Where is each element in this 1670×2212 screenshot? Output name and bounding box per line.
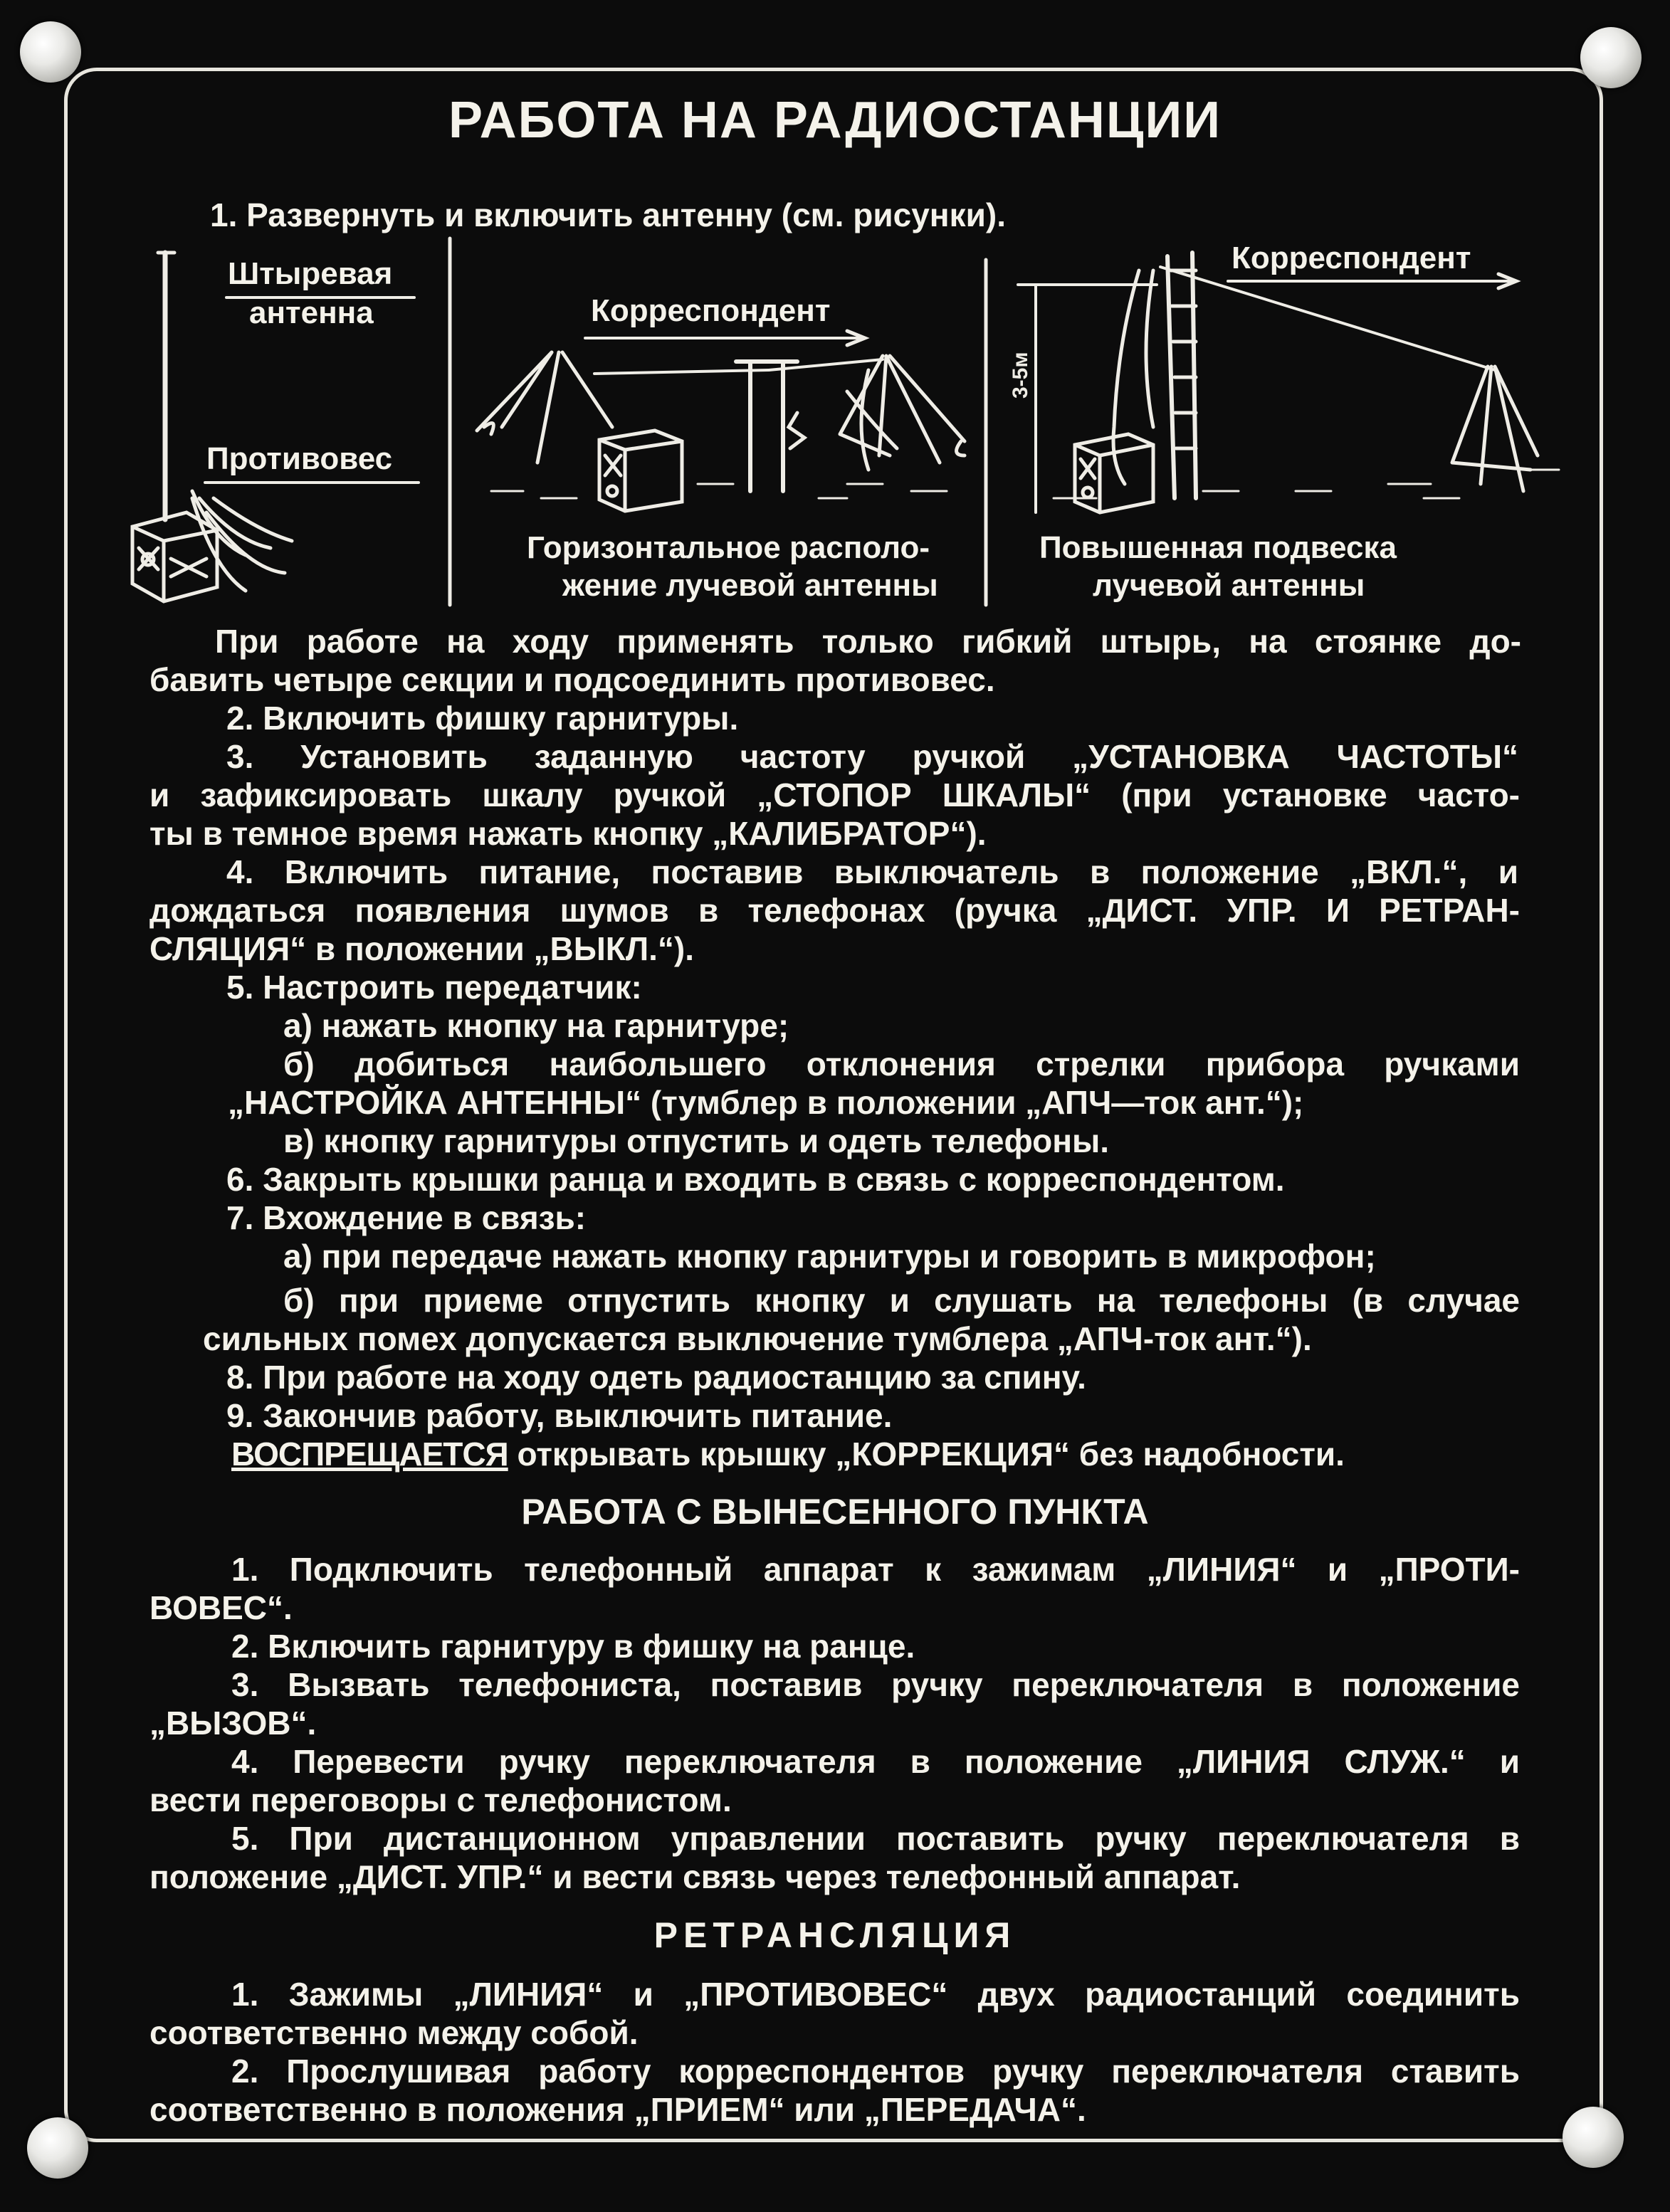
text-line: 4. Перевести ручку переключателя в положение „ЛИНИЯ СЛУЖ.“ и [231,1743,1520,1780]
arrow-right-icon [1228,274,1516,288]
whip-label-1: Штыревая [228,256,393,291]
text-line: 2. Включить фишку гарнитуры. [226,700,739,737]
text-line: 3. Вызвать телефониста, поставив ручку переключателя в положение [231,1666,1520,1703]
text-line: 3. Установить заданную частоту ручкой „УСТАНОВКА ЧАСТОТЫ“ [226,738,1518,775]
warning-word: ВОСПРЕЩАЕТСЯ [231,1436,508,1473]
text-line: соответственно между собой. [149,2014,639,2051]
ground-hatch [491,484,947,498]
caption-raised-1: Повышенная подвеска [1039,530,1397,565]
text-line: а) нажать кнопку на гарнитуре; [283,1007,789,1044]
radio-pack-icon [132,512,217,601]
text-line: СЛЯЦИЯ“ в положении „ВЫКЛ.“). [149,930,695,967]
text-line: сильных помех допускается выключение тумблера „АПЧ-ток ант.“). [203,1320,1312,1357]
text-line: 1. Зажимы „ЛИНИЯ“ и „ПРОТИВОВЕС“ двух радиостанций соединить [231,1976,1520,2013]
arrow-right-icon [585,331,865,345]
text-line: 1. Подключить телефонный аппарат к зажимам „ЛИНИЯ“ и „ПРОТИ- [231,1551,1520,1588]
text-line: 2. Включить гарнитуру в фишку на ранце. [231,1628,915,1665]
text-line: 2. Прослушивая работу корреспондентов ручку переключателя ставить [231,2053,1520,2090]
text-line: а) при передаче нажать кнопку гарнитуры и говорить в микрофон; [283,1238,1376,1275]
text-line: „ВЫЗОВ“. [149,1705,317,1742]
text-line: 5. При дистанционном управлении поставить ручку переключателя в [231,1820,1520,1857]
text-line: вести переговоры с телефонистом. [149,1781,732,1818]
text-line: соответственно в положения „ПРИЕМ“ или „ПЕРЕДАЧА“. [149,2091,1086,2128]
text-line: б) при приеме отпустить кнопку и слушать на телефоны (в случае [283,1282,1520,1319]
text-line: При работе на ходу применять только гибкий штырь, на стоянке до- [215,623,1521,660]
text-line: 4. Включить питание, поставив выключатель в положение „ВКЛ.“, и [226,853,1518,890]
horizontal-beam-antenna-icon [477,352,965,491]
text-line: б) добиться наибольшего отклонения стрелки прибора ручками [283,1046,1520,1083]
text-line: 9. Закончив работу, выключить питание. [226,1397,893,1434]
height-label: 3-5м [1009,352,1032,399]
text-line: 5. Настроить передатчик: [226,969,642,1006]
warning-text: открывать крышку „КОРРЕКЦИЯ“ без надобности. [517,1436,1345,1473]
text-line: 8. При работе на ходу одеть радиостанцию за спину. [226,1359,1086,1396]
text-line: 7. Вхождение в связь: [226,1199,587,1236]
caption-horizontal-2: жение лучевой антенны [562,568,938,603]
warning-line [231,1435,1345,1473]
text-line: ВОВЕС“. [149,1589,293,1626]
text-line: бавить четыре секции и подсоединить противовес. [149,661,995,698]
step-1-heading: 1. Развернуть и включить антенну (см. рисунки). [210,196,1006,233]
section-remote-title: РАБОТА С ВЫНЕСЕННОГО ПУНКТА [521,1492,1149,1532]
caption-horizontal-1: Горизонтальное располо- [527,530,930,565]
page-title: РАБОТА НА РАДИОСТАНЦИИ [448,92,1222,149]
caption-raised-2: лучевой антенны [1093,568,1365,603]
text-line: „НАСТРОЙКА АНТЕННЫ“ (тумблер в положении „АПЧ—ток ант.“); [228,1084,1304,1121]
text-line: 6. Закрыть крышки ранца и входить в связь с корреспондентом. [226,1161,1285,1198]
radio-pack-icon [599,431,682,511]
whip-label-2: антенна [249,295,374,330]
correspondent-label-right: Корреспондент [1232,241,1471,275]
counterweight-label: Противовес [206,441,393,476]
text-line: и зафиксировать шкалу ручкой „СТОПОР ШКАЛЫ“ (при установке часто- [149,776,1520,813]
text-line: дождаться появления шумов в телефонах (ручка „ДИСТ. УПР. И РЕТРАН- [149,892,1520,929]
text-line: ты в темное время нажать кнопку „КАЛИБРАТОР“). [149,815,987,852]
text-line: положение „ДИСТ. УПР.“ и вести связь через телефонный аппарат. [149,1858,1241,1895]
section-relay-title: РЕТРАНСЛЯЦИЯ [653,1915,1017,1955]
correspondent-label-middle: Корреспондент [591,293,831,328]
text-line: в) кнопку гарнитуры отпустить и одеть телефоны. [283,1122,1110,1159]
